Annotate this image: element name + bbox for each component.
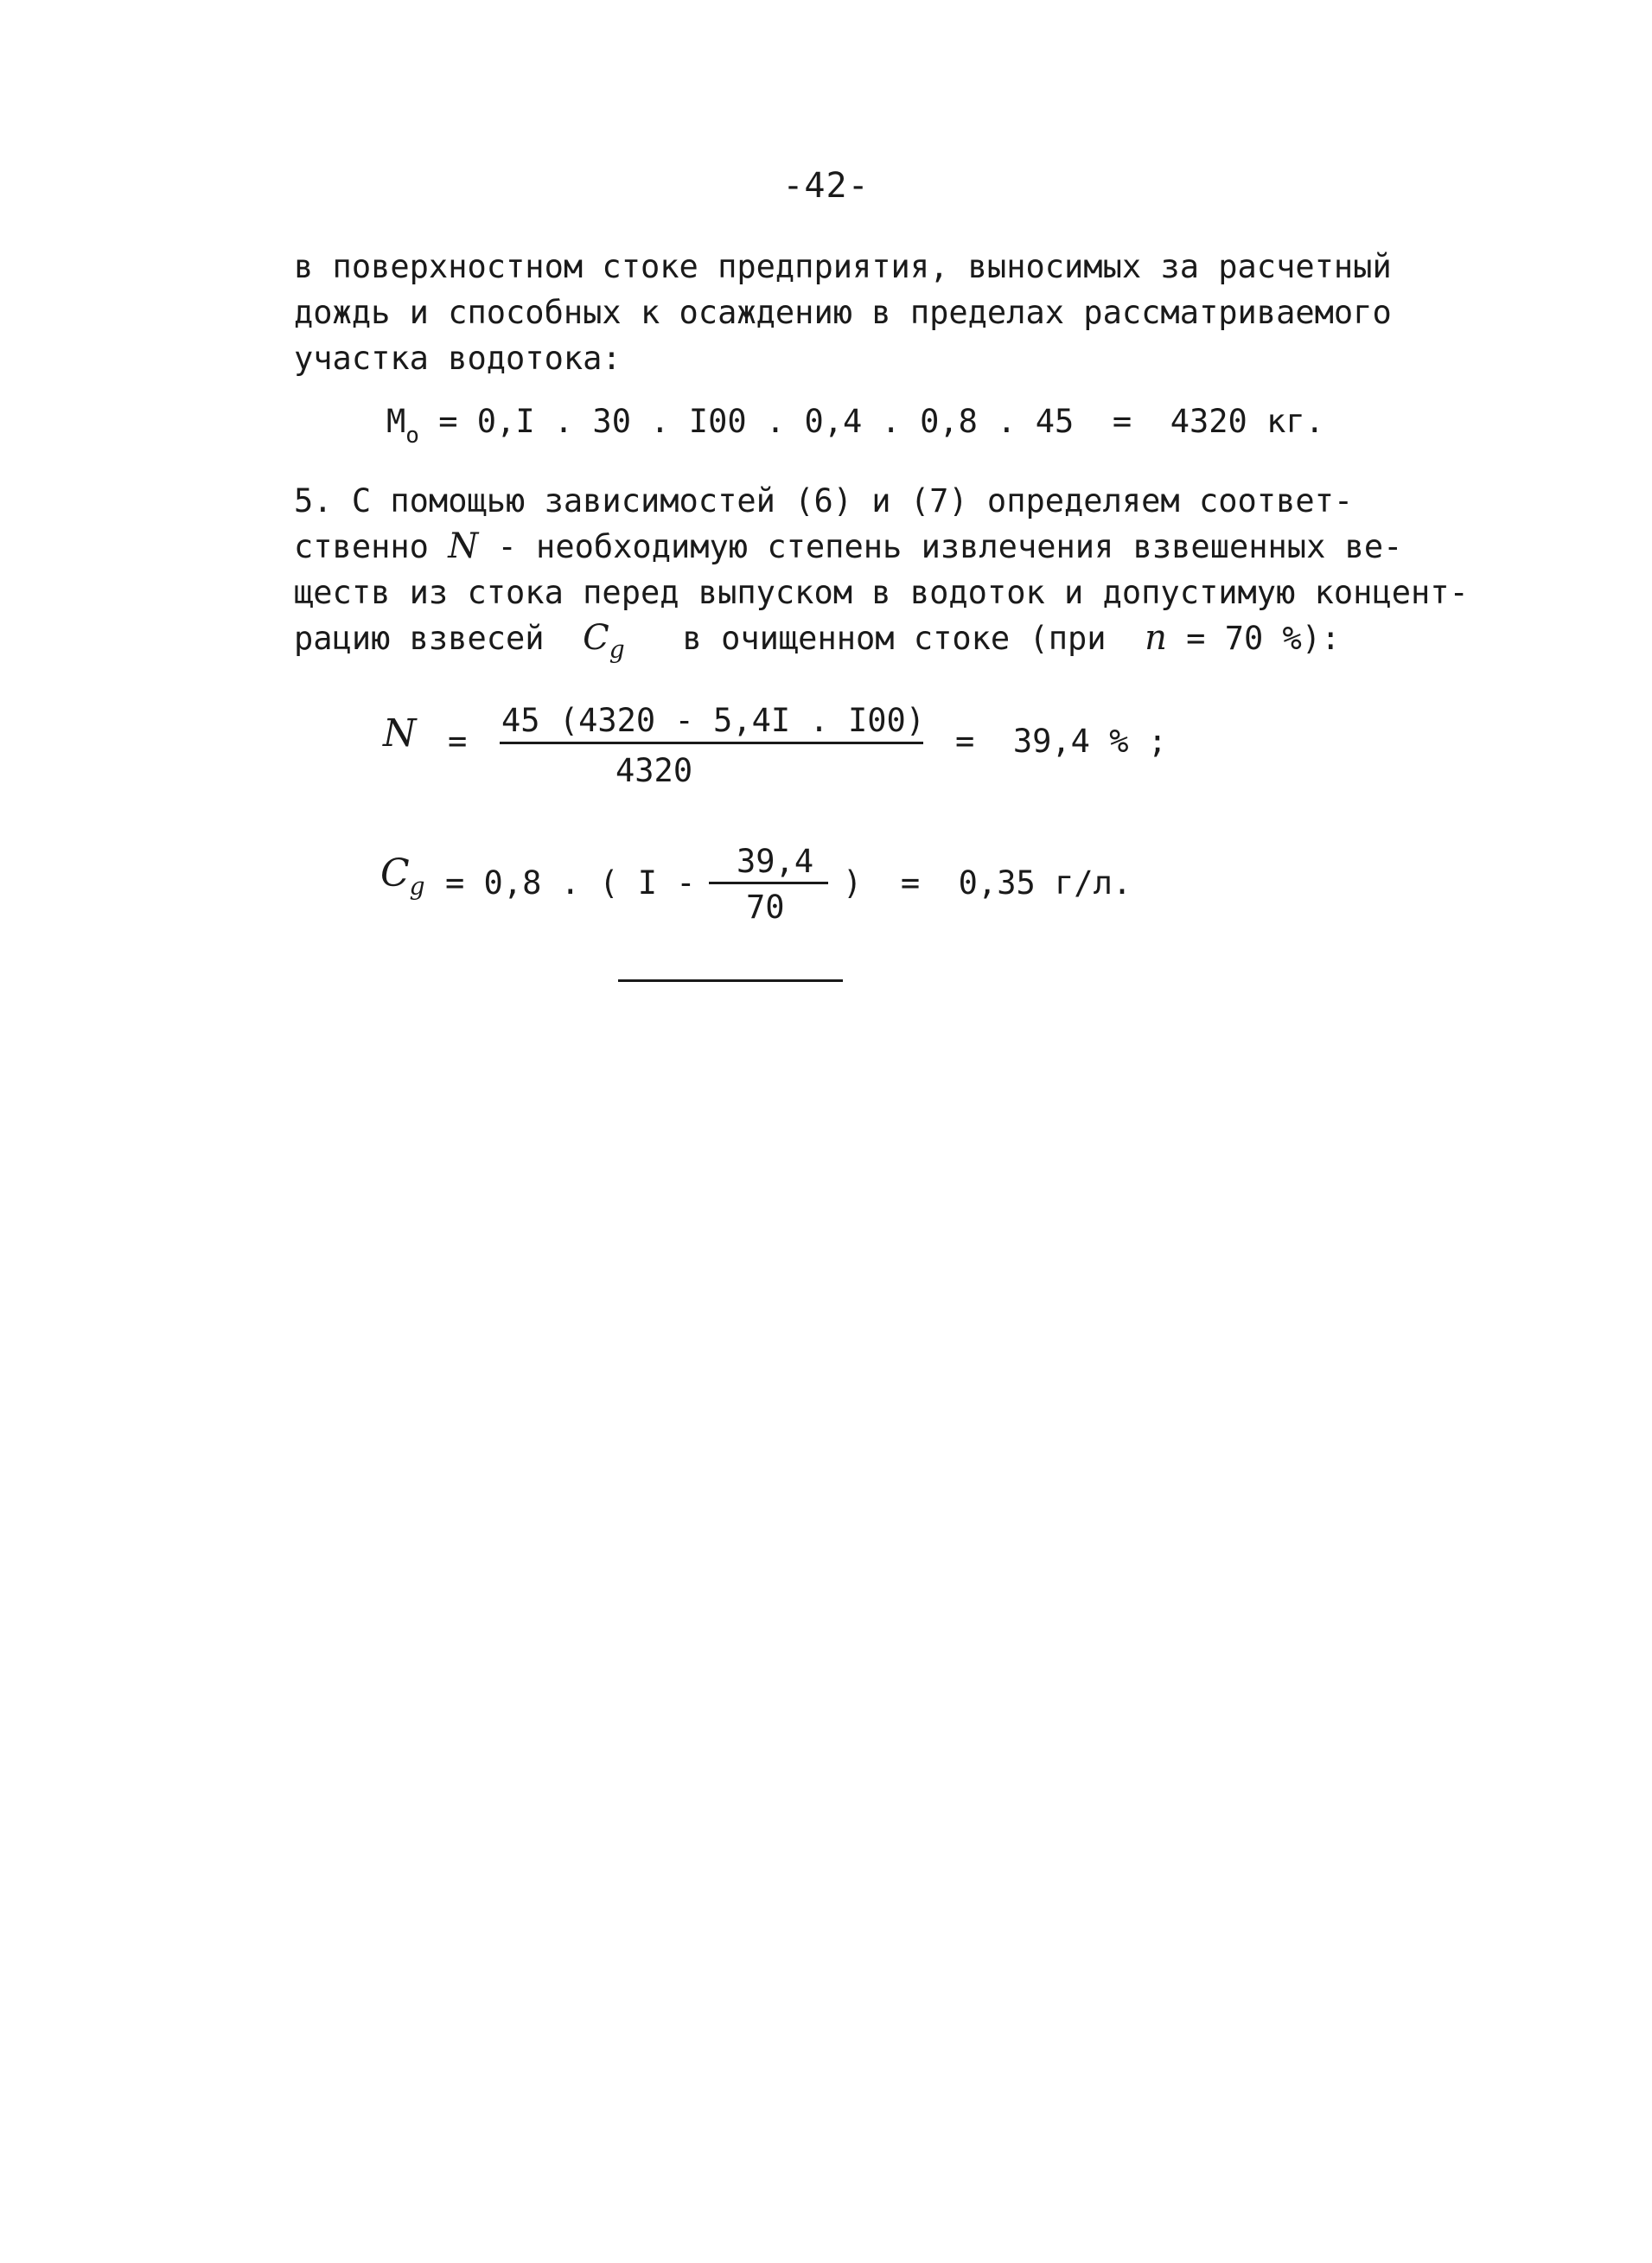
formula-c-subscript: g <box>409 872 425 901</box>
text-line <box>294 478 1469 524</box>
page-number: -42- <box>782 166 870 206</box>
formula-n-denominator: 4320 <box>616 752 693 789</box>
text-line: участка водотока: <box>294 340 622 377</box>
formula-c-tail: ) = 0,35 г/л. <box>843 864 1132 902</box>
symbol-n: N <box>448 526 479 566</box>
fraction-bar <box>709 882 828 884</box>
formula-m0-expression: = 0,I . 30 . I00 . 0,4 . 0,8 . 45 = 4320 кг. <box>418 403 1324 440</box>
formula-c-letter: C <box>380 851 410 896</box>
formula-c-symbol <box>380 851 425 901</box>
text-segment: 5. С помощью зависимостей (6) и (7) определяем соответ- <box>294 482 1354 520</box>
formula-n-symbol: N <box>383 711 417 755</box>
paragraph-intro <box>294 244 1392 381</box>
text-segment: - необходимую степень извлечения взвешенных ве- <box>478 528 1403 565</box>
formula-m0-subscript: о <box>405 423 419 449</box>
text-segment: = 70 %): <box>1166 620 1341 657</box>
symbol-c: C <box>583 618 609 658</box>
end-rule <box>618 979 843 982</box>
formula-n-result: = 39,4 % ; <box>955 723 1168 760</box>
formula-c-denominator: 70 <box>746 889 785 926</box>
formula-m0-symbol: М <box>386 403 406 440</box>
symbol-c-subscript: g <box>609 635 625 664</box>
formula-n-equals: = <box>448 723 468 760</box>
paragraph-step-5 <box>294 478 1469 664</box>
text-segment: ществ из стока перед выпуском в водоток и допустимую концент- <box>294 574 1469 611</box>
text-line: дождь и способных к осаждению в пределах рассматриваемого <box>294 294 1392 331</box>
symbol-eta: n <box>1145 618 1167 658</box>
text-line <box>294 615 1469 664</box>
text-segment: в очищенном стоке (при <box>624 620 1145 657</box>
text-line <box>294 570 1469 615</box>
formula-m0 <box>386 403 1324 449</box>
text-line <box>294 524 1469 570</box>
text-line: в поверхностном стоке предприятия, выносимых за расчетный <box>294 248 1392 285</box>
fraction-bar <box>500 742 923 744</box>
text-segment: ственно <box>294 528 449 565</box>
text-segment: рацию взвесей <box>294 620 584 657</box>
formula-c-main: = 0,8 . ( I - <box>445 864 696 902</box>
formula-n-numerator: 45 (4320 - 5,4I . I00) <box>501 702 926 739</box>
formula-c-numerator: 39,4 <box>737 843 814 880</box>
